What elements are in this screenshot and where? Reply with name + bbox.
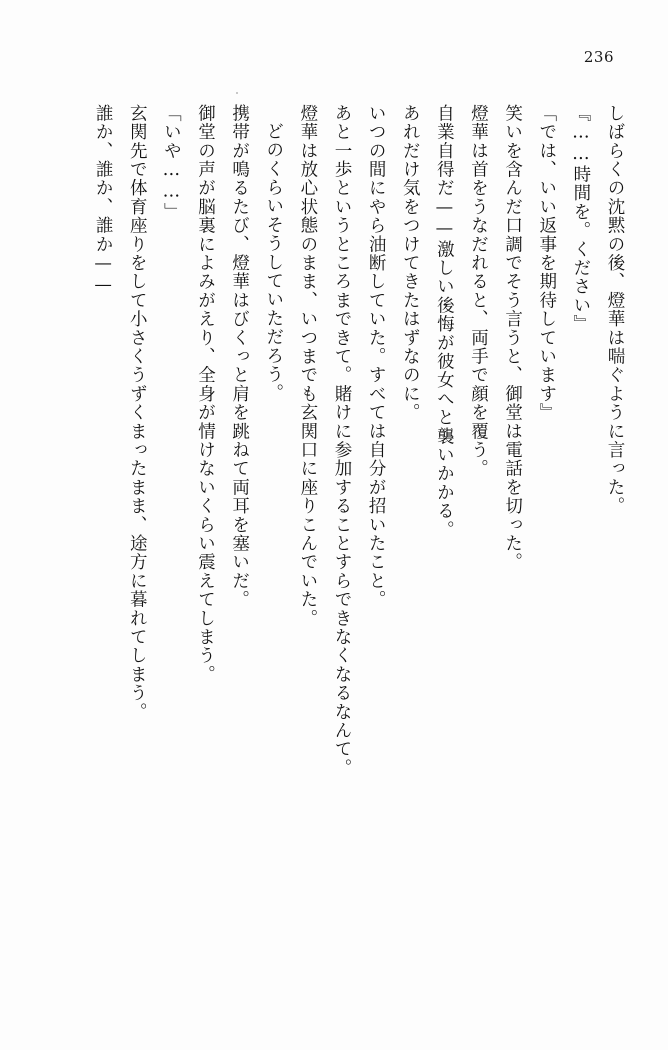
paragraph: 携帯が鳴るたび、燈華はびくっと肩を跳ねて両耳を塞いだ。	[229, 104, 250, 609]
paragraph: いつの間にやら油断していた。すべては自分が招いたこと。	[366, 104, 387, 609]
paragraph: 燈華は首をうなだれると、両手で顔を覆う。	[468, 104, 489, 478]
paragraph: 燈華は放心状態のまま、いつまでも玄関口に座りこんでいた。	[297, 104, 318, 628]
paragraph: 誰か、誰か、誰か——	[93, 104, 114, 296]
page-speck-artifact	[236, 92, 238, 94]
paragraph: 玄関先で体育座りをして小さくうずくまったまま、途方に暮れてしまう。	[127, 104, 148, 722]
paragraph: 『……時間を。ください』	[570, 104, 591, 334]
paragraph: どのくらいそうしていただろう。	[263, 121, 284, 402]
paragraph: 「いや……」	[161, 104, 182, 222]
paragraph: 御堂の声が脳裏によみがえり、全身が情けないくらい震えてしまう。	[195, 104, 216, 684]
page-number: 236	[583, 48, 614, 66]
paragraph: 笑いを含んだ口調でそう言うと、御堂は電話を切った。	[502, 104, 523, 572]
page-body-text	[36, 104, 632, 1010]
paragraph: あと一歩というところまできて。賭けに参加することすらできなくなるなんて。	[332, 104, 352, 778]
paragraph: しばらくの沈黙の後、燈華は喘ぐように言った。	[605, 104, 625, 516]
paragraph: 「では、いい返事を期待しています』	[536, 104, 557, 422]
paragraph: あれだけ気をつけてきたはずなのに。	[400, 104, 421, 422]
paragraph: 自業自得だ——激しい後悔が彼女へと襲いかかる。	[434, 104, 455, 540]
